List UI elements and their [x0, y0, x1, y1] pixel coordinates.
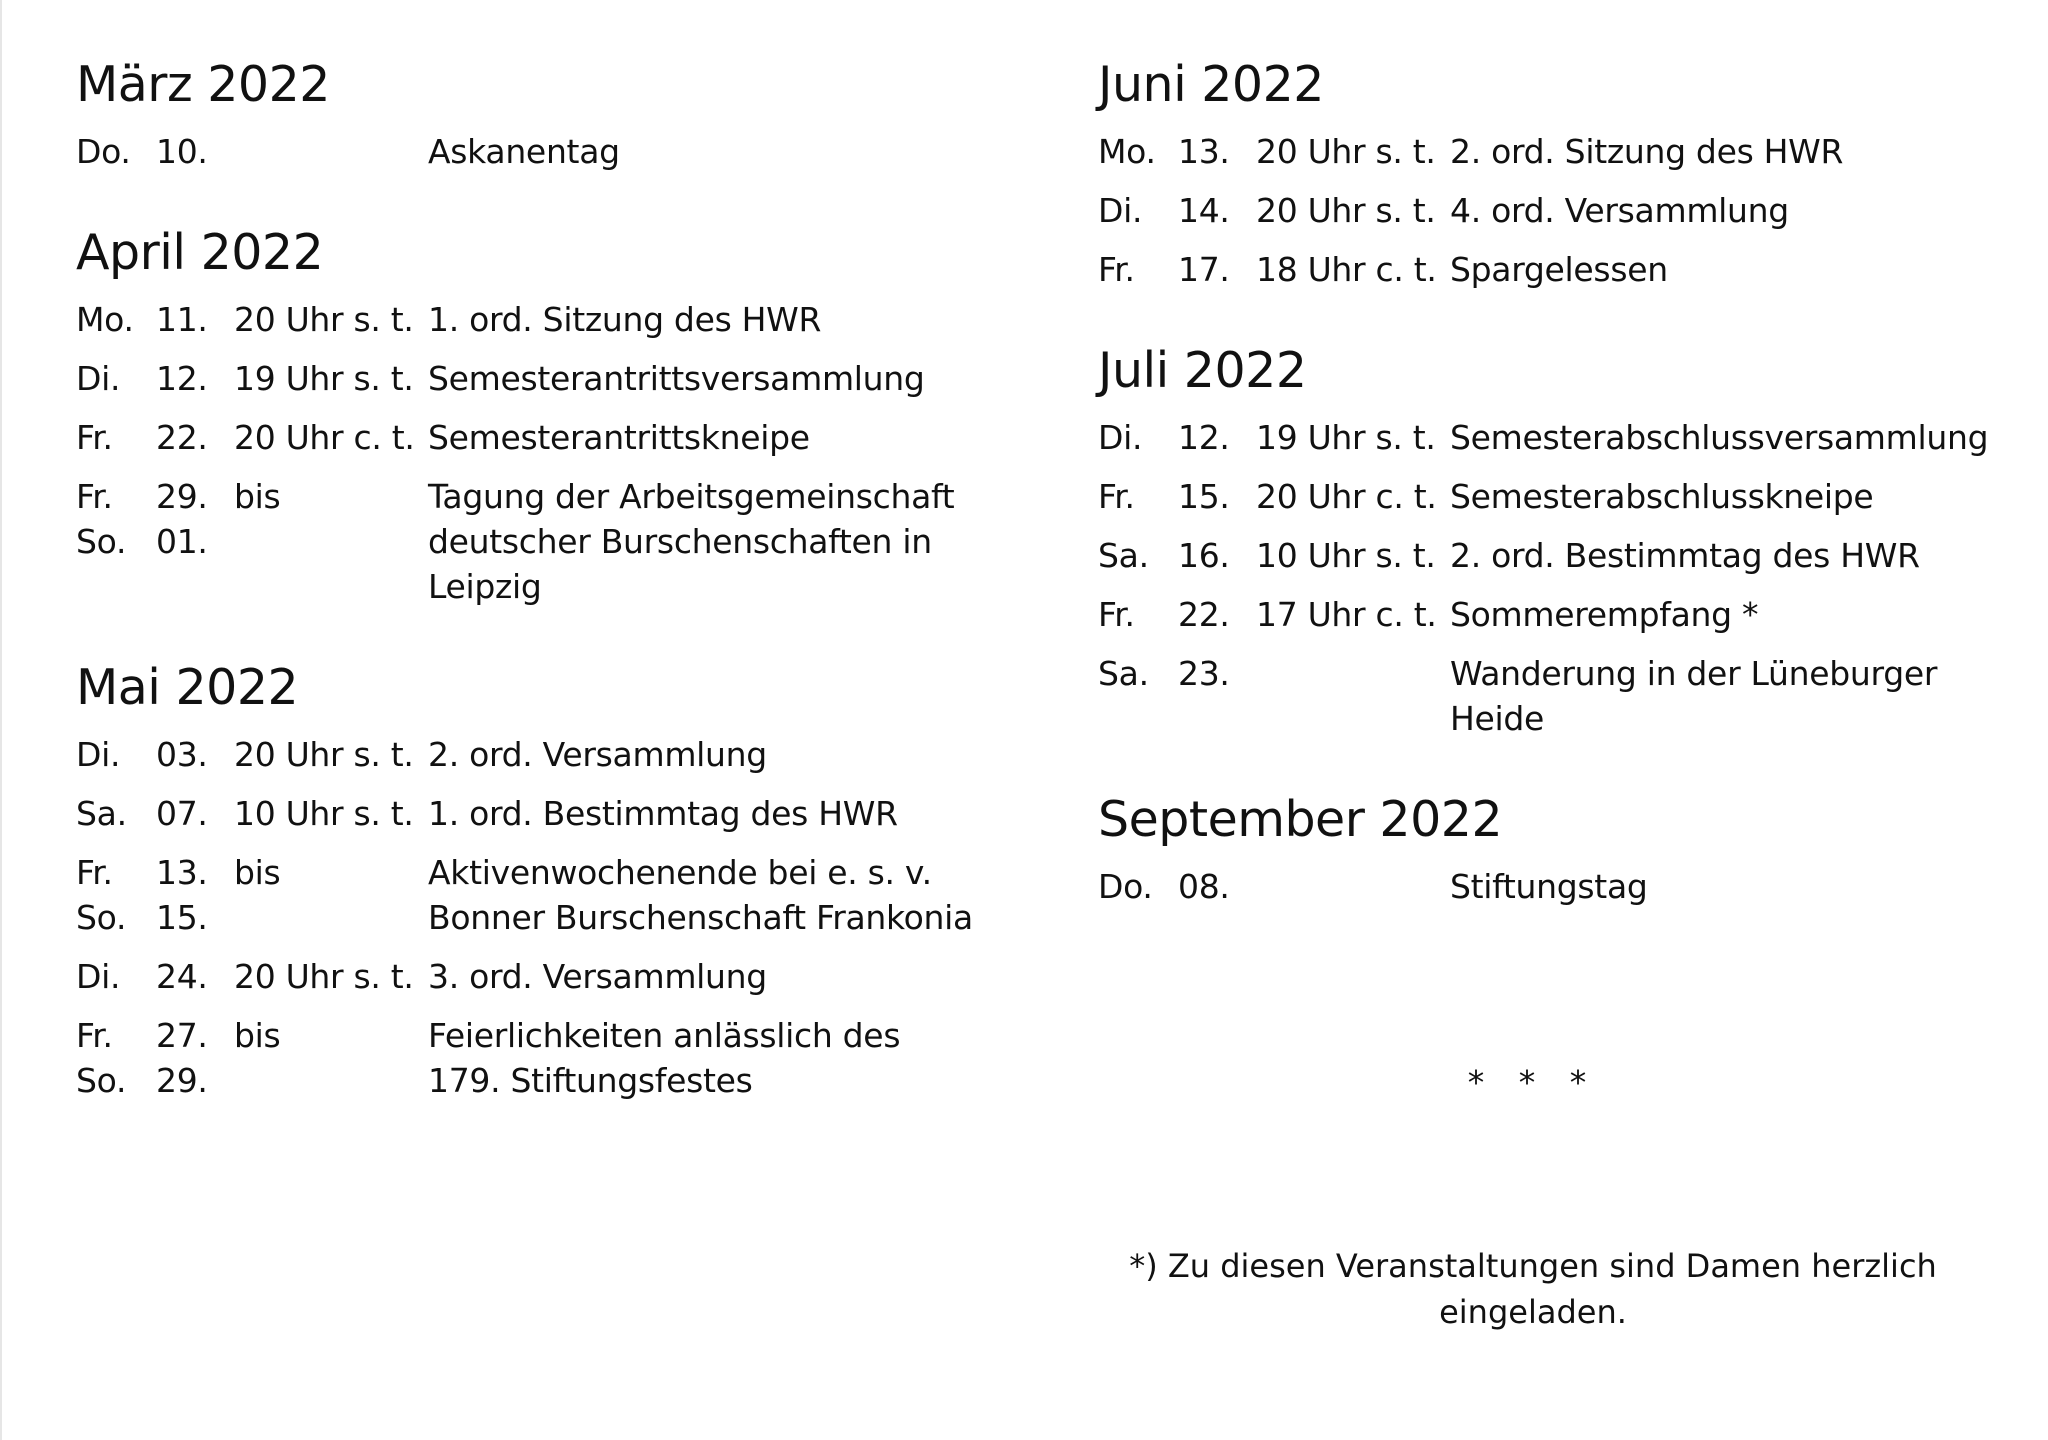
event-title: Bonner Burschenschaft Frankonia [428, 898, 973, 937]
event-date: 15. [1178, 477, 1230, 516]
event-time-cell [234, 415, 428, 460]
event-weekday-cell [76, 1013, 156, 1103]
event-date: 22. [1178, 595, 1230, 634]
event-row [76, 415, 976, 460]
event-title-cell [428, 791, 976, 836]
event-time: 20 Uhr s. t. [234, 735, 414, 774]
event-time: 20 Uhr s. t. [234, 300, 414, 339]
event-weekday-cell [76, 474, 156, 609]
event-weekday: Fr. [76, 477, 113, 516]
event-weekday: Di. [1098, 418, 1143, 457]
event-weekday-cell [76, 415, 156, 460]
event-title: Wanderung in der Lüneburger [1450, 654, 1938, 693]
event-date: 27. [156, 1016, 208, 1055]
event-title: 2. ord. Versammlung [428, 735, 767, 774]
event-title: Sommerempfang * [1450, 595, 1759, 634]
event-date-cell [156, 474, 234, 609]
event-weekday-cell [76, 791, 156, 836]
event-date: 03. [156, 735, 208, 774]
month-title: Mai 2022 [76, 659, 299, 716]
event-title-cell [1450, 592, 1998, 637]
event-row [76, 732, 976, 777]
event-weekday-cell [76, 954, 156, 999]
event-weekday-cell [1098, 129, 1178, 174]
event-title: Feierlichkeiten anlässlich des [428, 1016, 901, 1055]
event-row [1098, 864, 1998, 909]
event-row [1098, 651, 1998, 741]
event-weekday: Fr. [1098, 477, 1135, 516]
event-time-cell [1256, 129, 1450, 174]
event-date-cell [156, 356, 234, 401]
month-title: April 2022 [76, 224, 324, 281]
event-date-cell [156, 415, 234, 460]
event-row [76, 474, 976, 609]
event-date: 15. [156, 898, 208, 937]
month-title: Juni 2022 [1098, 56, 1324, 113]
event-weekday: Sa. [1098, 536, 1149, 575]
event-weekday: Fr. [1098, 250, 1135, 289]
event-weekday: Fr. [76, 853, 113, 892]
event-date: 14. [1178, 191, 1230, 230]
event-time-cell [234, 1013, 428, 1103]
event-row [1098, 247, 1998, 292]
event-row [76, 954, 976, 999]
event-weekday: Fr. [1098, 595, 1135, 634]
event-time-cell [234, 297, 428, 342]
event-title: Semesterabschlusskneipe [1450, 477, 1874, 516]
event-title: 179. Stiftungsfestes [428, 1061, 753, 1100]
event-weekday: Fr. [76, 418, 113, 457]
event-row [76, 297, 976, 342]
event-date-cell [1178, 415, 1256, 460]
event-date-cell [1178, 864, 1256, 909]
event-date: 13. [156, 853, 208, 892]
event-time: 20 Uhr c. t. [234, 418, 415, 457]
event-time: 20 Uhr s. t. [1256, 132, 1436, 171]
event-title: Semesterantrittsversammlung [428, 359, 925, 398]
event-title-cell [428, 415, 976, 460]
event-weekday: Mo. [76, 300, 134, 339]
event-title-cell [428, 732, 976, 777]
event-date: 23. [1178, 654, 1230, 693]
event-time-cell [1256, 474, 1450, 519]
event-weekday: Di. [76, 735, 121, 774]
month-section [1098, 791, 1998, 909]
event-row [76, 356, 976, 401]
event-time-cell [234, 356, 428, 401]
event-time-cell [234, 954, 428, 999]
event-title: Spargelessen [1450, 250, 1668, 289]
event-date: 17. [1178, 250, 1230, 289]
event-weekday: Sa. [1098, 654, 1149, 693]
event-time-cell [234, 732, 428, 777]
event-weekday-cell [1098, 533, 1178, 578]
event-time-cell [234, 474, 428, 609]
event-time-cell [1256, 415, 1450, 460]
event-weekday-cell [1098, 415, 1178, 460]
event-weekday-cell [76, 850, 156, 940]
event-title: 3. ord. Versammlung [428, 957, 767, 996]
event-row [1098, 415, 1998, 460]
event-title-cell [428, 129, 976, 174]
event-title-cell [428, 1013, 976, 1103]
event-date-cell [1178, 188, 1256, 233]
event-weekday-cell [76, 297, 156, 342]
event-weekday-cell [1098, 188, 1178, 233]
event-date-cell [156, 732, 234, 777]
event-title-cell [1450, 533, 1998, 578]
event-weekday: Sa. [76, 794, 127, 833]
event-date-cell [1178, 129, 1256, 174]
event-row [1098, 129, 1998, 174]
event-title-cell [1450, 474, 1998, 519]
event-weekday: Di. [76, 957, 121, 996]
event-title: 2. ord. Sitzung des HWR [1450, 132, 1844, 171]
event-date: 16. [1178, 536, 1230, 575]
event-title: Semesterantrittskneipe [428, 418, 810, 457]
event-title-cell [428, 356, 976, 401]
event-date: 12. [1178, 418, 1230, 457]
event-title: 4. ord. Versammlung [1450, 191, 1789, 230]
event-time: bis [234, 853, 281, 892]
month-section [1098, 342, 1998, 741]
event-date-cell [156, 129, 234, 174]
event-title-cell [1450, 129, 1998, 174]
event-title: deutscher Burschenschaften in [428, 522, 932, 561]
month-title: März 2022 [76, 56, 330, 113]
event-weekday-cell [76, 732, 156, 777]
event-date: 29. [156, 1061, 208, 1100]
event-title: Semesterabschlussversammlung [1450, 418, 1989, 457]
event-row [76, 129, 976, 174]
event-date-cell [1178, 247, 1256, 292]
event-time: 19 Uhr s. t. [234, 359, 414, 398]
event-time: 20 Uhr s. t. [1256, 191, 1436, 230]
event-weekday: Mo. [1098, 132, 1156, 171]
event-row [76, 791, 976, 836]
right-column [1098, 56, 1998, 963]
event-title-cell [428, 297, 976, 342]
event-row [1098, 533, 1998, 578]
event-title: Leipzig [428, 567, 542, 606]
event-title: Heide [1450, 699, 1545, 738]
month-section [1098, 56, 1998, 292]
event-date: 10. [156, 132, 208, 171]
event-row [1098, 592, 1998, 637]
event-time-cell [1256, 188, 1450, 233]
event-weekday-cell [76, 356, 156, 401]
event-time-cell [234, 791, 428, 836]
event-date-cell [156, 791, 234, 836]
event-time: bis [234, 1016, 281, 1055]
event-date-cell [156, 1013, 234, 1103]
event-weekday: Di. [76, 359, 121, 398]
event-row [76, 1013, 976, 1103]
event-title: Stiftungstag [1450, 867, 1648, 906]
event-row [76, 850, 976, 940]
event-title-cell [428, 850, 976, 940]
event-weekday: Di. [1098, 191, 1143, 230]
event-title-cell [428, 954, 976, 999]
event-date: 11. [156, 300, 208, 339]
event-weekday-cell [1098, 592, 1178, 637]
footnote-line: *) Zu diesen Veranstaltungen sind Damen herzlich [1129, 1247, 1937, 1285]
event-weekday-cell [1098, 651, 1178, 741]
event-title: 1. ord. Bestimmtag des HWR [428, 794, 898, 833]
event-title-cell [1450, 188, 1998, 233]
event-time-cell [234, 850, 428, 940]
event-date: 22. [156, 418, 208, 457]
event-date: 13. [1178, 132, 1230, 171]
event-title: Tagung der Arbeitsgemeinschaft [428, 477, 955, 516]
event-weekday-cell [1098, 247, 1178, 292]
event-title-cell [1450, 864, 1998, 909]
event-title-cell [1450, 651, 1998, 741]
event-time-cell [1256, 533, 1450, 578]
month-title: September 2022 [1098, 791, 1503, 848]
event-date-cell [156, 850, 234, 940]
month-section [76, 56, 976, 174]
month-section [76, 659, 976, 1103]
event-date-cell [156, 297, 234, 342]
page-edge [0, 0, 2, 1440]
event-weekday-cell [76, 129, 156, 174]
event-weekday-cell [1098, 864, 1178, 909]
event-time: 20 Uhr s. t. [234, 957, 414, 996]
footnote-line: eingeladen. [1439, 1293, 1627, 1331]
event-date-cell [1178, 474, 1256, 519]
event-title: Askanentag [428, 132, 620, 171]
event-time: 18 Uhr c. t. [1256, 250, 1437, 289]
event-date-cell [1178, 592, 1256, 637]
footnote [1098, 1243, 1968, 1335]
event-weekday: So. [76, 898, 127, 937]
event-time-cell [1256, 651, 1450, 741]
event-date-cell [1178, 533, 1256, 578]
event-row [1098, 188, 1998, 233]
event-date: 08. [1178, 867, 1230, 906]
event-weekday: Do. [1098, 867, 1153, 906]
left-column [76, 56, 976, 1157]
event-row [1098, 474, 1998, 519]
event-weekday: So. [76, 522, 127, 561]
event-date: 07. [156, 794, 208, 833]
event-date: 29. [156, 477, 208, 516]
event-time-cell [1256, 592, 1450, 637]
event-date: 12. [156, 359, 208, 398]
event-title: 2. ord. Bestimmtag des HWR [1450, 536, 1920, 575]
month-title: Juli 2022 [1098, 342, 1307, 399]
event-title-cell [428, 474, 976, 609]
event-date-cell [156, 954, 234, 999]
event-time-cell [1256, 864, 1450, 909]
event-time: 19 Uhr s. t. [1256, 418, 1436, 457]
event-date-cell [1178, 651, 1256, 741]
event-weekday: Fr. [76, 1016, 113, 1055]
event-weekday-cell [1098, 474, 1178, 519]
event-time: 20 Uhr c. t. [1256, 477, 1437, 516]
event-weekday: So. [76, 1061, 127, 1100]
event-date: 01. [156, 522, 208, 561]
event-time-cell [1256, 247, 1450, 292]
event-weekday: Do. [76, 132, 131, 171]
event-title: 1. ord. Sitzung des HWR [428, 300, 822, 339]
section-separator: * * * [1467, 1063, 1599, 1102]
event-title-cell [1450, 415, 1998, 460]
event-title-cell [1450, 247, 1998, 292]
event-time-cell [234, 129, 428, 174]
month-section [76, 224, 976, 609]
event-time: bis [234, 477, 281, 516]
event-time: 10 Uhr s. t. [234, 794, 414, 833]
event-title: Aktivenwochenende bei e. s. v. [428, 853, 932, 892]
event-date: 24. [156, 957, 208, 996]
event-time: 17 Uhr c. t. [1256, 595, 1437, 634]
event-time: 10 Uhr s. t. [1256, 536, 1436, 575]
